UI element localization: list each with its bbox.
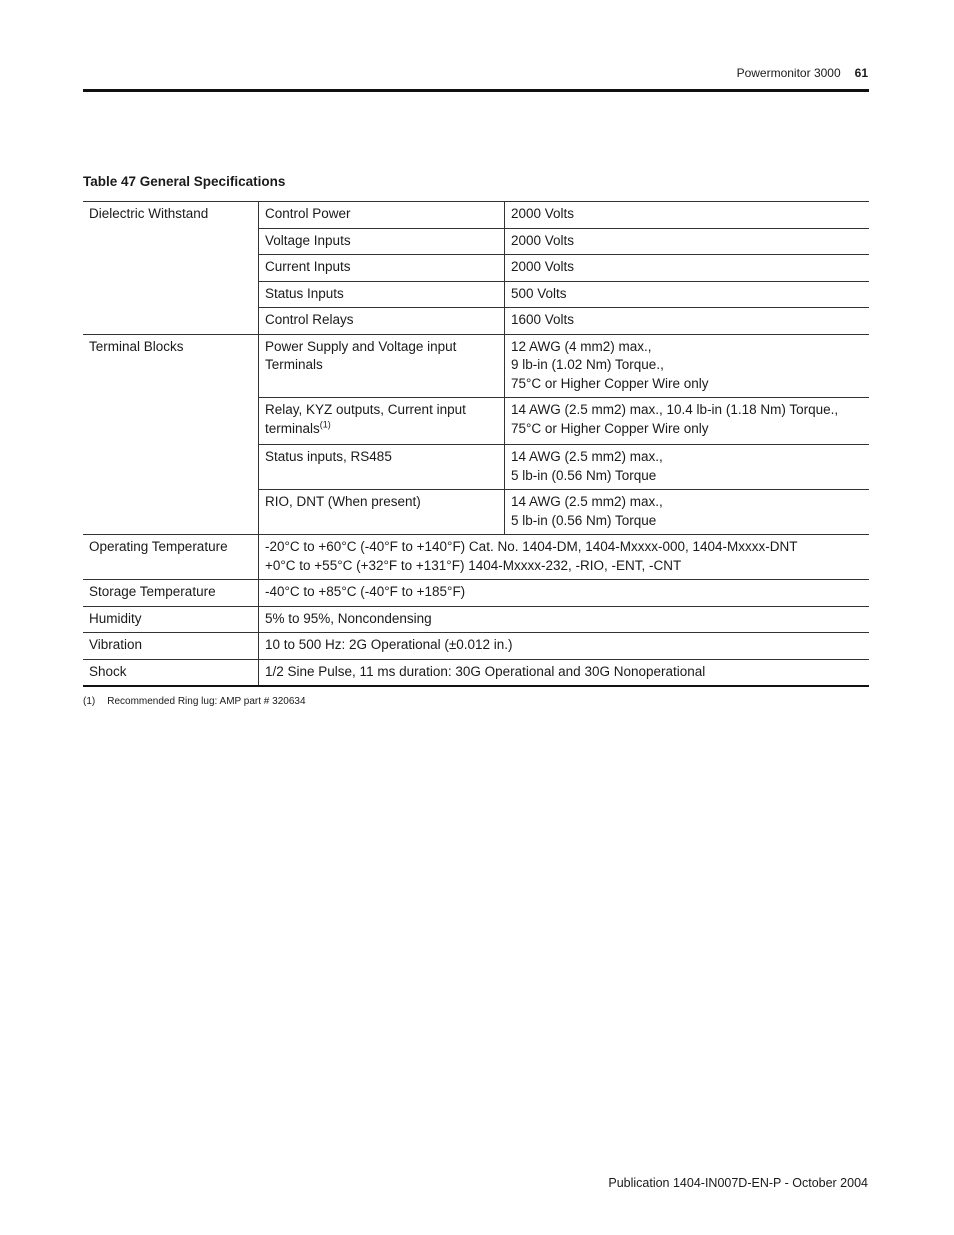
cell-line: 14 AWG (2.5 mm2) max., 10.4 lb-in (1.18 Nm) Torque., bbox=[511, 402, 839, 417]
cell-value: 2000 Volts bbox=[505, 228, 870, 255]
cell-item bbox=[259, 445, 505, 490]
footnote bbox=[83, 696, 306, 707]
footnote-text: Recommended Ring lug: AMP part # 320634 bbox=[107, 696, 306, 707]
cell-line: 75°C or Higher Copper Wire only bbox=[511, 375, 709, 391]
table-row bbox=[83, 580, 869, 607]
table-row bbox=[83, 535, 869, 580]
cell-value bbox=[505, 445, 870, 490]
row-label-shock: Shock bbox=[83, 659, 259, 686]
cell-value: 5% to 95%, Noncondensing bbox=[259, 606, 870, 633]
footnote-marker: (1) bbox=[83, 696, 96, 707]
general-specifications-table bbox=[83, 201, 869, 687]
cell-line: RIO, DNT (When present) bbox=[265, 494, 421, 509]
cell-value: 2000 Volts bbox=[505, 255, 870, 282]
cell-item: Control Relays bbox=[259, 308, 505, 335]
cell-line: terminals bbox=[265, 420, 320, 436]
table-row bbox=[83, 334, 869, 398]
table-caption: Table 47 General Specifications bbox=[83, 174, 286, 189]
row-label-storage: Storage Temperature bbox=[83, 580, 259, 607]
header-rule bbox=[83, 89, 869, 92]
cell-item: Status Inputs bbox=[259, 281, 505, 308]
cell-value: 1600 Volts bbox=[505, 308, 870, 335]
row-label-operating: Operating Temperature bbox=[83, 535, 259, 580]
cell-line: 75°C or Higher Copper Wire only bbox=[511, 420, 709, 436]
cell-value bbox=[505, 398, 870, 445]
cell-value: 1/2 Sine Pulse, 11 ms duration: 30G Operational and 30G Nonoperational bbox=[259, 659, 870, 686]
cell-item bbox=[259, 398, 505, 445]
cell-line: Status inputs, RS485 bbox=[265, 449, 392, 464]
cell-value: 500 Volts bbox=[505, 281, 870, 308]
table-row bbox=[83, 202, 869, 229]
row-label-dielectric: Dielectric Withstand bbox=[83, 202, 259, 335]
cell-line: 9 lb-in (1.02 Nm) Torque., bbox=[511, 357, 664, 372]
table-row bbox=[83, 659, 869, 686]
product-name: Powermonitor 3000 bbox=[736, 66, 841, 80]
row-label-vibration: Vibration bbox=[83, 633, 259, 660]
table-row bbox=[83, 633, 869, 660]
cell-item: Control Power bbox=[259, 202, 505, 229]
cell-line: Power Supply and Voltage input bbox=[265, 338, 457, 354]
footnote-ref: (1) bbox=[319, 419, 331, 429]
row-label-terminal: Terminal Blocks bbox=[83, 334, 259, 535]
cell-value bbox=[505, 334, 870, 398]
page-number: 61 bbox=[854, 66, 868, 80]
cell-value bbox=[505, 490, 870, 535]
cell-item: Voltage Inputs bbox=[259, 228, 505, 255]
cell-line: +0°C to +55°C (+32°F to +131°F) 1404-Mxxxx-232, -RIO, -ENT, -CNT bbox=[265, 557, 682, 573]
cell-value: -40°C to +85°C (-40°F to +185°F) bbox=[259, 580, 870, 607]
cell-line: Relay, KYZ outputs, Current input bbox=[265, 402, 466, 417]
table-row bbox=[83, 606, 869, 633]
cell-line: 14 AWG (2.5 mm2) max., bbox=[511, 449, 663, 464]
cell-line: -20°C to +60°C (-40°F to +140°F) Cat. No. 1404-DM, 1404-Mxxxx-000, 1404-Mxxxx-DNT bbox=[265, 539, 798, 554]
cell-line: 5 lb-in (0.56 Nm) Torque bbox=[511, 512, 657, 528]
running-header bbox=[737, 66, 868, 80]
cell-item bbox=[259, 334, 505, 398]
cell-value: 2000 Volts bbox=[505, 202, 870, 229]
row-label-humidity: Humidity bbox=[83, 606, 259, 633]
cell-value: 10 to 500 Hz: 2G Operational (±0.012 in.) bbox=[259, 633, 870, 660]
cell-item: Current Inputs bbox=[259, 255, 505, 282]
cell-line: Terminals bbox=[265, 357, 323, 372]
cell-item bbox=[259, 490, 505, 535]
cell-value bbox=[259, 535, 870, 580]
cell-line: 12 AWG (4 mm2) max., bbox=[511, 338, 652, 354]
cell-line: 14 AWG (2.5 mm2) max., bbox=[511, 494, 663, 509]
cell-line: 5 lb-in (0.56 Nm) Torque bbox=[511, 467, 657, 483]
publication-footer: Publication 1404-IN007D-EN-P - October 2004 bbox=[608, 1176, 868, 1190]
